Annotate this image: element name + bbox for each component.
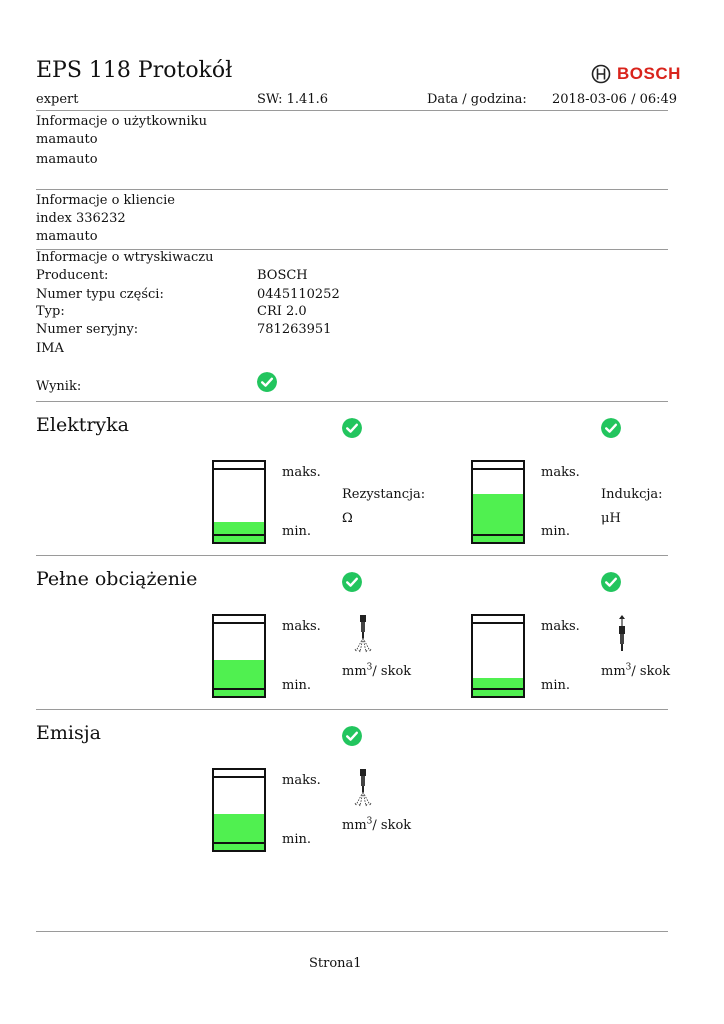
unit-tail: / skok xyxy=(372,818,412,833)
client-info-line: index 336232 xyxy=(36,211,126,226)
resistance-ok-icon xyxy=(342,418,362,438)
gauge-max-label: maks. xyxy=(541,465,580,480)
unit-tail: / skok xyxy=(631,664,671,679)
unit-superscript: 3 xyxy=(366,816,373,827)
gauge-fill xyxy=(214,522,264,542)
resistance-gauge xyxy=(212,460,266,544)
footer-divider xyxy=(36,931,668,932)
gauge-max-label: maks. xyxy=(541,619,580,634)
producer-value: BOSCH xyxy=(257,268,308,283)
section-title-elektryka: Elektryka xyxy=(36,414,129,436)
unit-main: mm xyxy=(342,664,367,679)
bosch-armature-icon xyxy=(591,64,611,84)
type-label: Typ: xyxy=(36,304,65,319)
injector-return-icon xyxy=(612,614,632,654)
ima-label: IMA xyxy=(36,341,64,356)
divider xyxy=(36,709,668,710)
full-load-return-ok-icon xyxy=(601,572,621,592)
gauge-min-label: min. xyxy=(282,832,311,847)
gauge-max-label: maks. xyxy=(282,619,321,634)
serial-number-label: Numer seryjny: xyxy=(36,322,139,337)
gauge-max-line xyxy=(473,468,523,470)
unit-main: mm xyxy=(601,664,626,679)
gauge-fill xyxy=(214,814,264,850)
inductance-unit: μH xyxy=(601,511,621,526)
divider xyxy=(36,401,668,402)
full-load-injection-ok-icon xyxy=(342,572,362,592)
brand-logo xyxy=(591,64,681,84)
gauge-min-line xyxy=(473,688,523,690)
gauge-min-line xyxy=(214,688,264,690)
gauge-min-line xyxy=(473,534,523,536)
gauge-max-line xyxy=(473,622,523,624)
gauge-max-label: maks. xyxy=(282,773,321,788)
client-info-heading: Informacje o kliencie xyxy=(36,193,175,208)
gauge-min-label: min. xyxy=(541,524,570,539)
gauge-fill xyxy=(214,660,264,696)
gauge-max-line xyxy=(214,468,264,470)
full-load-injection-unit xyxy=(342,664,411,680)
gauge-min-line xyxy=(214,842,264,844)
gauge-min-label: min. xyxy=(282,678,311,693)
unit-tail: / skok xyxy=(372,664,412,679)
full-load-return-gauge xyxy=(471,614,525,698)
full-load-return-unit xyxy=(601,664,670,680)
date-label: Data / godzina: xyxy=(427,92,527,107)
injector-spray-icon xyxy=(353,768,373,808)
page-number: Strona1 xyxy=(309,956,362,971)
user-mode: expert xyxy=(36,92,79,107)
full-load-injection-gauge xyxy=(212,614,266,698)
divider xyxy=(36,189,668,190)
gauge-min-label: min. xyxy=(541,678,570,693)
user-info-line: mamauto xyxy=(36,132,98,147)
page-title: EPS 118 Protokół xyxy=(36,58,233,83)
gauge-max-line xyxy=(214,776,264,778)
user-info-heading: Informacje o użytkowniku xyxy=(36,114,207,129)
resistance-unit: Ω xyxy=(342,511,353,526)
emission-unit xyxy=(342,818,411,834)
result-ok-icon xyxy=(257,372,277,392)
emission-gauge xyxy=(212,768,266,852)
gauge-min-line xyxy=(214,534,264,536)
serial-number-value: 781263951 xyxy=(257,322,332,337)
gauge-max-line xyxy=(214,622,264,624)
section-title-emission: Emisja xyxy=(36,722,101,744)
section-title-full-load: Pełne obciążenie xyxy=(36,568,198,590)
client-info-line: mamauto xyxy=(36,229,98,244)
brand-name: BOSCH xyxy=(617,64,681,83)
part-number-value: 0445110252 xyxy=(257,287,340,302)
divider xyxy=(36,110,668,111)
software-version: SW: 1.41.6 xyxy=(257,92,328,107)
emission-ok-icon xyxy=(342,726,362,746)
inductance-label: Indukcja: xyxy=(601,487,663,502)
unit-superscript: 3 xyxy=(625,662,632,673)
unit-superscript: 3 xyxy=(366,662,373,673)
part-number-label: Numer typu części: xyxy=(36,287,164,302)
gauge-max-label: maks. xyxy=(282,465,321,480)
producer-label: Producent: xyxy=(36,268,109,283)
inductance-ok-icon xyxy=(601,418,621,438)
date-value: 2018-03-06 / 06:49 xyxy=(552,92,678,107)
injector-spray-icon xyxy=(353,614,373,654)
result-label: Wynik: xyxy=(36,379,82,394)
gauge-min-label: min. xyxy=(282,524,311,539)
inductance-gauge xyxy=(471,460,525,544)
user-info-line: mamauto xyxy=(36,152,98,167)
type-value: CRI 2.0 xyxy=(257,304,307,319)
divider xyxy=(36,555,668,556)
injector-info-heading: Informacje o wtryskiwaczu xyxy=(36,250,214,265)
resistance-label: Rezystancja: xyxy=(342,487,426,502)
gauge-fill xyxy=(473,678,523,696)
unit-main: mm xyxy=(342,818,367,833)
